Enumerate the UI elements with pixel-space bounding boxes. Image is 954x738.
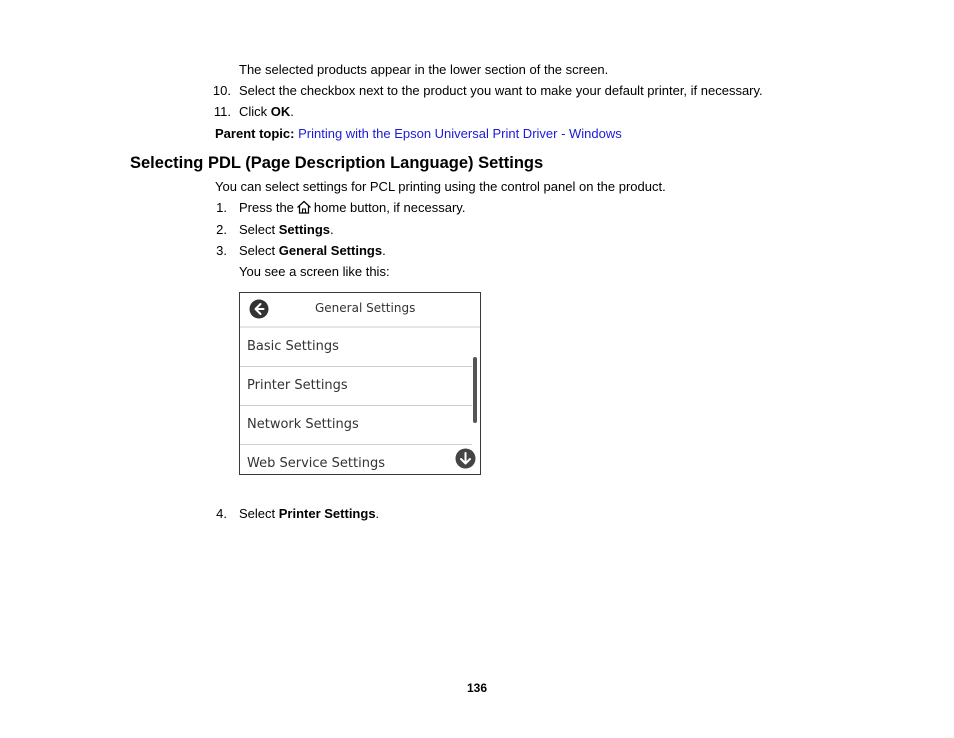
back-arrow-icon	[249, 299, 269, 319]
parent-topic-label: Parent topic:	[215, 126, 295, 141]
step-text-pre: Select	[239, 506, 279, 521]
step-text	[239, 243, 386, 259]
step-text-bold: Settings	[278, 222, 331, 237]
menu-item-label: Basic Settings	[247, 339, 339, 354]
step-text-post: .	[375, 506, 380, 521]
step-text-pre: Select	[239, 243, 279, 258]
step-text	[239, 222, 334, 238]
menu-item-network-settings	[240, 406, 472, 445]
screen-title: General Settings	[315, 301, 416, 315]
step-text-pre: Click	[239, 104, 271, 119]
step-text: Select the checkbox next to the product you want to make your default printer, if necessary.	[239, 83, 763, 98]
step-text-pre: Press the	[239, 200, 294, 215]
menu-item-web-service-settings	[240, 445, 472, 475]
step-number: 1.	[216, 200, 227, 215]
step-text-pre: Select	[239, 222, 279, 237]
step-number: 4.	[216, 506, 227, 521]
menu-item-printer-settings	[240, 367, 472, 406]
step-number: 11.	[213, 104, 231, 119]
screen-note: You see a screen like this:	[239, 264, 390, 279]
parent-topic	[215, 126, 622, 142]
screen-header	[240, 293, 480, 327]
menu-item-label: Web Service Settings	[247, 456, 385, 471]
menu-item-label: Printer Settings	[247, 378, 348, 393]
scroll-down-icon	[455, 448, 476, 469]
section-heading: Selecting PDL (Page Description Language) Settings	[130, 154, 544, 172]
home-icon	[296, 200, 312, 214]
parent-topic-link[interactable]: Printing with the Epson Universal Print Driver - Windows	[298, 126, 622, 141]
step-number: 2.	[216, 222, 227, 237]
menu-item-basic-settings	[240, 328, 472, 367]
step-text	[239, 104, 294, 120]
step-text-bold: OK	[270, 104, 291, 119]
step-text-post: .	[290, 104, 294, 119]
section-intro: You can select settings for PCL printing using the control panel on the product.	[215, 179, 666, 194]
step-number: 3.	[216, 243, 227, 258]
page-number: 136	[466, 681, 488, 695]
intro-line: The selected products appear in the lower section of the screen.	[239, 62, 609, 77]
step-text-bold: Printer Settings	[278, 506, 376, 521]
step-text	[239, 506, 379, 522]
step-text-post: home button, if necessary.	[313, 200, 466, 215]
scrollbar	[473, 357, 477, 423]
step-text-post: .	[330, 222, 334, 237]
menu-item-label: Network Settings	[247, 417, 359, 432]
step-text	[239, 200, 465, 216]
step-text-bold: General Settings	[278, 243, 383, 258]
step-number: 10.	[212, 83, 231, 98]
step-text-post: .	[382, 243, 386, 258]
printer-screen-figure	[239, 292, 481, 475]
